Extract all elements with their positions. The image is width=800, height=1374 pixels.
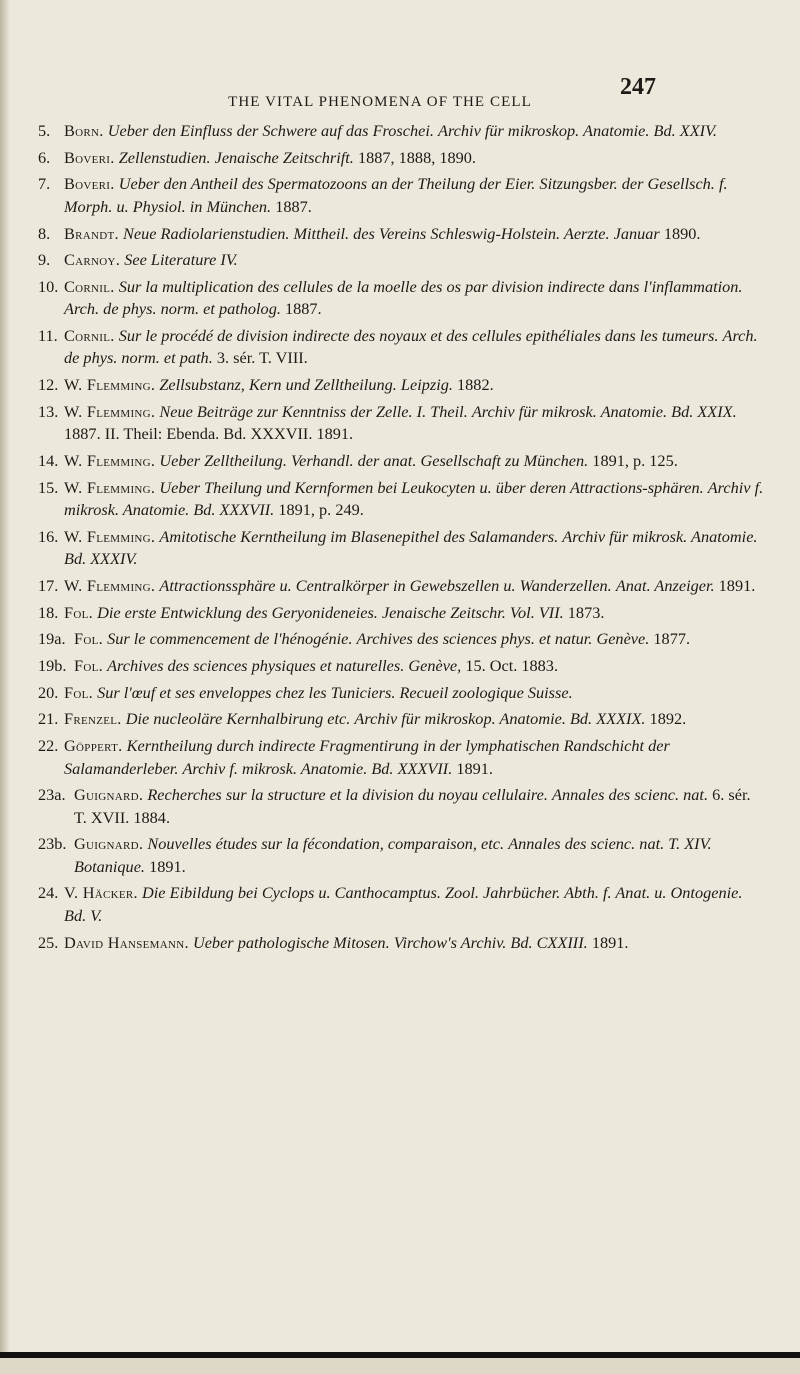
reference-details: 1891. bbox=[591, 932, 629, 952]
reference-entry bbox=[38, 708, 766, 730]
reference-entry bbox=[38, 276, 766, 321]
reference-number: 16. bbox=[38, 526, 59, 546]
reference-title: Ueber den Einfluss der Schwere auf das Froschei. bbox=[107, 121, 434, 140]
reference-title: Die erste Entwicklung des Geryonideneies. bbox=[97, 602, 378, 622]
reference-author: W. Flemming. bbox=[64, 375, 156, 395]
reference-journal: Archiv für mikroskop. Anatomie. Bd. XXIV. bbox=[438, 121, 717, 140]
reference-journal: Archiv f. mikrosk. Anatomie. Bd. XXXVII. bbox=[182, 758, 453, 778]
reference-entry bbox=[38, 682, 766, 704]
reference-body bbox=[64, 401, 766, 446]
reference-number: 6. bbox=[38, 147, 51, 167]
reference-entry bbox=[38, 575, 766, 597]
reference-title: Neue Beiträge zur Kenntniss der Zelle. I. Theil. bbox=[159, 401, 468, 421]
reference-number: 17. bbox=[38, 575, 59, 595]
reference-details: 1892. bbox=[649, 709, 687, 729]
reference-details: 1891. bbox=[149, 856, 186, 876]
reference-entry bbox=[38, 450, 766, 472]
reference-title: Nouvelles études sur la fécondation, comparaison, etc. bbox=[147, 834, 505, 854]
reference-entry bbox=[38, 374, 766, 396]
reference-journal: Recueil zoologique Suisse. bbox=[399, 682, 573, 702]
reference-title: Archives des sciences physiques et naturelles. bbox=[107, 655, 405, 675]
reference-title: Recherches sur la structure et la division du noyau cellulaire. bbox=[147, 785, 548, 805]
reference-body bbox=[64, 882, 766, 927]
reference-body bbox=[64, 477, 766, 522]
reference-title: Sur le procédé de division indirecte des noyaux et des cellules epithéliales dans les tumeurs. bbox=[118, 326, 719, 346]
reference-title: Zellsubstanz, Kern und Zelltheilung. bbox=[159, 375, 397, 395]
reference-journal: Arch. de phys. norm. et patholog. bbox=[64, 299, 281, 319]
reference-number: 10. bbox=[38, 276, 59, 296]
reference-entry bbox=[38, 249, 766, 271]
reference-details: 1891. bbox=[718, 575, 756, 595]
reference-author: Guignard. bbox=[74, 834, 144, 854]
reference-journal: Archives des sciences phys. et natur. Genève. bbox=[356, 629, 650, 649]
reference-body bbox=[64, 708, 766, 730]
reference-details: 1891. bbox=[456, 758, 493, 778]
reference-details: 6. sér. T. XVII. 1884. bbox=[74, 785, 751, 827]
reference-entry bbox=[38, 147, 766, 169]
reference-title: Die nucleoläre Kernhalbirung etc. bbox=[125, 709, 351, 729]
reference-journal: Jenaische Zeitschr. Vol. VII. bbox=[381, 602, 564, 622]
reference-number: 18. bbox=[38, 602, 59, 622]
reference-body bbox=[74, 655, 766, 677]
running-head: THE VITAL PHENOMENA OF THE CELL bbox=[228, 94, 532, 110]
reference-details: 1887. bbox=[284, 299, 322, 319]
reference-number: 25. bbox=[38, 932, 59, 952]
reference-journal: Archiv f. mikrosk. Anatomie. Bd. XXXVII. bbox=[64, 477, 764, 520]
reference-journal: Archiv für mikroskop. Anatomie. Bd. XXXIX. bbox=[354, 709, 646, 729]
reference-journal: Virchow's Archiv. Bd. CXXIII. bbox=[393, 932, 588, 952]
reference-title: Zellenstudien. bbox=[118, 147, 211, 167]
reference-title: Ueber pathologische Mitosen. bbox=[192, 932, 390, 952]
reference-author: V. Häcker. bbox=[64, 883, 138, 903]
reference-body bbox=[64, 325, 766, 370]
reference-title: Amitotische Kerntheilung im Blasenepithel des Salamanders. bbox=[159, 526, 559, 546]
reference-entry bbox=[38, 120, 766, 142]
reference-number: 23b. bbox=[38, 834, 67, 854]
reference-number: 11. bbox=[38, 326, 58, 346]
reference-entry bbox=[38, 401, 766, 446]
reference-details: 1887. bbox=[275, 196, 312, 216]
reference-author: Frenzel. bbox=[64, 709, 122, 729]
reference-entry bbox=[38, 655, 766, 677]
reference-number: 9. bbox=[38, 250, 51, 270]
reference-author: Guignard. bbox=[74, 785, 144, 805]
reference-body bbox=[64, 223, 766, 245]
reference-title: Ueber Theilung und Kernformen bei Leukocyten u. über deren Attractions-sphären. bbox=[159, 477, 704, 497]
reference-list bbox=[38, 120, 766, 958]
reference-journal: Annales des scienc. nat. bbox=[552, 785, 709, 805]
reference-number: 8. bbox=[38, 223, 51, 243]
reference-body bbox=[74, 833, 766, 878]
reference-number: 12. bbox=[38, 375, 59, 395]
reference-body bbox=[74, 628, 766, 650]
reference-body bbox=[64, 682, 766, 704]
reference-entry bbox=[38, 735, 766, 780]
reference-title: Ueber den Antheil des Spermatozoons an der Theilung der Eier. Sitzungsber. der Gesellsch. f. Morph. u. Physiol. in München. bbox=[64, 174, 728, 216]
reference-author: Brandt. bbox=[64, 223, 119, 243]
reference-number: 22. bbox=[38, 736, 59, 756]
reference-title: Ueber Zelltheilung. bbox=[159, 450, 287, 470]
reference-details: 1891, p. 125. bbox=[592, 450, 678, 470]
reference-details: 1887, 1888, 1890. bbox=[357, 147, 476, 167]
reference-author: Cornil. bbox=[64, 276, 115, 296]
reference-journal: Arch. de phys. norm. et path. bbox=[64, 326, 758, 368]
reference-body bbox=[64, 374, 766, 396]
reference-entry bbox=[38, 173, 766, 218]
reference-title: Sur l'œuf et ses enveloppes chez les Tuniciers. bbox=[97, 682, 396, 702]
reference-entry bbox=[38, 932, 766, 954]
reference-details: 15. Oct. 1883. bbox=[465, 655, 559, 675]
reference-body bbox=[64, 120, 766, 142]
reference-number: 15. bbox=[38, 477, 59, 497]
reference-details: 1890. bbox=[663, 223, 701, 243]
reference-author: Göppert. bbox=[64, 736, 123, 756]
reference-entry bbox=[38, 526, 766, 571]
reference-number: 7. bbox=[38, 174, 51, 194]
reference-entry bbox=[38, 477, 766, 522]
reference-entry bbox=[38, 325, 766, 370]
reference-author: W. Flemming. bbox=[64, 477, 156, 497]
reference-details: 1887. II. Theil: Ebenda. Bd. XXXVII. 1891. bbox=[64, 424, 354, 444]
reference-number: 13. bbox=[38, 401, 59, 421]
reference-journal: Jenaische Zeitschrift. bbox=[214, 147, 354, 167]
reference-number: 19a. bbox=[38, 629, 66, 649]
reference-body bbox=[64, 276, 766, 321]
reference-author: W. Flemming. bbox=[64, 575, 156, 595]
reference-body bbox=[64, 575, 766, 597]
reference-entry bbox=[38, 833, 766, 878]
reference-body bbox=[64, 526, 766, 571]
reference-title: Kerntheilung durch indirecte Fragmentirung in der lymphatischen Randschicht der Salamanderleber. bbox=[64, 736, 670, 778]
reference-body bbox=[64, 147, 766, 169]
reference-title: Die Eibildung bei Cyclops u. Canthocamptus. bbox=[142, 883, 441, 903]
page-bottom-strip bbox=[0, 1358, 800, 1374]
reference-body bbox=[64, 249, 766, 271]
reference-author: Born. bbox=[64, 121, 104, 140]
reference-title: See Literature IV. bbox=[124, 250, 238, 270]
reference-number: 23a. bbox=[38, 785, 66, 805]
reference-entry bbox=[38, 223, 766, 245]
reference-author: W. Flemming. bbox=[64, 401, 156, 421]
reference-title: Attractionssphäre u. Centralkörper in Gewebszellen u. Wanderzellen. bbox=[159, 575, 612, 595]
reference-author: Cornil. bbox=[64, 326, 115, 346]
reference-journal: Annales des scienc. nat. T. XIV. Botanique. bbox=[74, 834, 712, 876]
reference-number: 14. bbox=[38, 450, 59, 470]
reference-body bbox=[64, 173, 766, 218]
reference-body bbox=[64, 932, 766, 954]
reference-number: 20. bbox=[38, 682, 59, 702]
reference-body bbox=[74, 784, 766, 829]
reference-details: 1873. bbox=[567, 602, 605, 622]
reference-title: Neue Radiolarienstudien. Mittheil. des Vereins Schleswig-Holstein. Aerzte. Januar bbox=[123, 223, 660, 243]
reference-author: W. Flemming. bbox=[64, 526, 156, 546]
reference-author: Fol. bbox=[74, 629, 103, 649]
reference-number: 5. bbox=[38, 121, 51, 140]
reference-entry bbox=[38, 882, 766, 927]
reference-entry bbox=[38, 628, 766, 650]
page-number: 247 bbox=[620, 74, 656, 100]
reference-author: Fol. bbox=[64, 602, 93, 622]
reference-journal: Anat. Anzeiger. bbox=[615, 575, 715, 595]
reference-number: 19b. bbox=[38, 655, 67, 675]
reference-author: Boveri. bbox=[64, 147, 115, 167]
reference-author: W. Flemming. bbox=[64, 450, 156, 470]
reference-title: Sur la multiplication des cellules de la moelle des os par division indirecte dans l'inflammation. bbox=[118, 276, 743, 296]
reference-author: Carnoy. bbox=[64, 250, 121, 270]
reference-author: David Hansemann. bbox=[64, 932, 189, 952]
reference-author: Fol. bbox=[74, 655, 103, 675]
reference-details: 3. sér. T. VIII. bbox=[216, 348, 308, 368]
reference-title: Sur le commencement de l'hénogénie. bbox=[107, 629, 353, 649]
reference-body bbox=[64, 735, 766, 780]
reference-details: 1877. bbox=[653, 629, 691, 649]
reference-journal: Archiv für mikrosk. Anatomie. Bd. XXXIV. bbox=[64, 526, 758, 569]
reference-journal: Archiv für mikrosk. Anatomie. Bd. XXIX. bbox=[471, 401, 737, 421]
reference-journal: Genève, bbox=[408, 655, 462, 675]
reference-details: 1891, p. 249. bbox=[278, 500, 364, 520]
reference-author: Boveri. bbox=[64, 174, 115, 194]
reference-body bbox=[64, 602, 766, 624]
reference-entry bbox=[38, 602, 766, 624]
reference-body bbox=[64, 450, 766, 472]
reference-entry bbox=[38, 784, 766, 829]
reference-details: 1882. bbox=[457, 375, 494, 395]
reference-number: 21. bbox=[38, 709, 59, 729]
reference-journal: Zool. Jahrbücher. Abth. f. Anat. u. Ontogenie. Bd. V. bbox=[64, 883, 743, 925]
reference-author: Fol. bbox=[64, 682, 93, 702]
reference-journal: Leipzig. bbox=[400, 375, 453, 395]
reference-number: 24. bbox=[38, 883, 59, 903]
reference-journal: Verhandl. der anat. Gesellschaft zu München. bbox=[290, 450, 589, 470]
